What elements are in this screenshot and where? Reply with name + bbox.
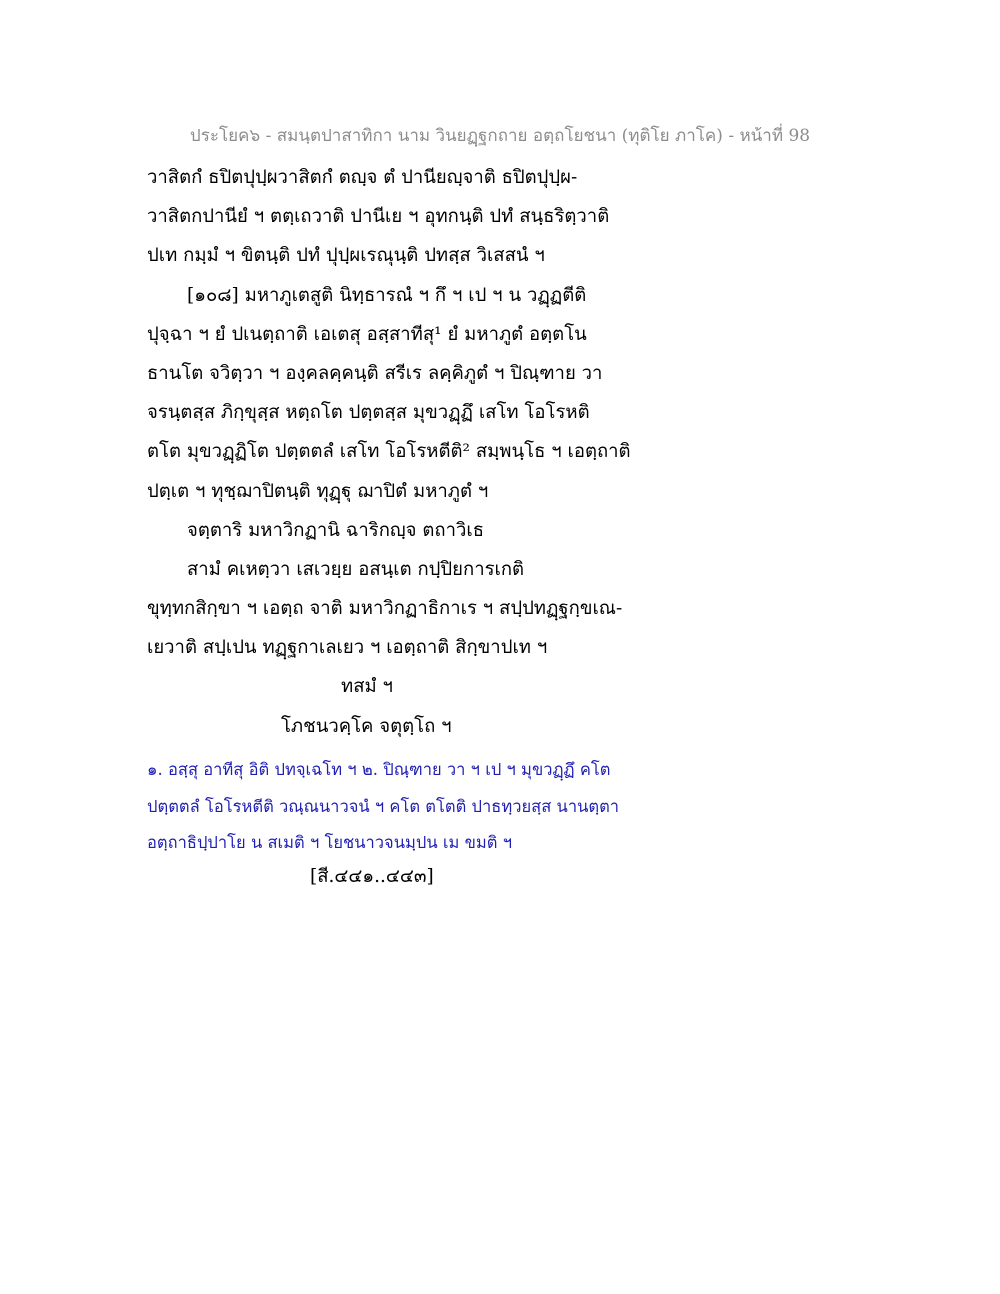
chapter-end-title: โภชนวคฺโค จตุตฺโถ ฯ [281,715,452,737]
text-line: ขุทฺทกสิกฺขา ฯ เอตฺถ จาติ มหาวิกฏาธิกาเร ฯ สปฺปทฏฺฐกฺขเณ- [147,598,623,620]
footnotes [147,752,707,862]
verse-line: จตฺตาริ มหาวิกฏานิ ฉาริกญฺจ ตถาวิเธ [187,519,484,541]
source-reference: [สี.๔๔๑..๔๔๓] [310,866,434,887]
text-line: เยวาติ สปฺเปน ทฏฺฐกาเลเยว ฯ เอตฺถาติ สิกฺขาปเท ฯ [147,637,548,659]
text-line: ปตฺเต ฯ ทุชฺฌาปิตนฺติ ทุฏฺฐุ ฌาปิตํ มหาภูตํ ฯ [147,480,489,502]
text-line: ปุจฺฉา ฯ ยํ ปเนตฺถาติ เอเตสุ อสฺสาทีสุ¹ ยํ มหาภูตํ อตฺตโน [147,323,587,345]
text-line: ปเท กมฺมํ ฯ ขิตนฺติ ปทํ ปุปฺผเรณุนฺติ ปทสฺส วิเสสนํ ฯ [147,245,545,267]
text-line: ธานโต จวิตฺวา ฯ องฺคลคฺคนฺติ สรีเร ลคฺคิภูตํ ฯ ปิณฺฑาย วา [147,362,603,384]
footnote-line: ปตฺตตลํ โอโรหตีติ วณฺณนาวจนํ ฯ คโต ตโตติ ปาธทฺวยสฺส นานตฺตา [147,796,620,816]
text-line: วาสิตกํ ธปิตปุปฺผวาสิตกํ ตญฺจ ตํ ปานียญฺจาติ ธปิตปุปฺผ- [147,167,578,188]
text-line: ตโต มุขวฏฺฏิโต ปตฺตตลํ เสโท โอโรหตีติ² สมฺพนฺโธ ฯ เอตฺถาติ [147,441,631,463]
footnote-line: อตฺถาธิปฺปาโย น สเมติ ฯ โยชนาวจนมฺปน เม ขมติ ฯ [147,833,513,852]
text-line: วาสิตกปานียํ ฯ ตตฺเถวาติ ปานีเย ฯ อุทกนฺติ ปทํ สนฺธริตฺวาติ [147,206,610,228]
paragraph-start-108: [๑๐๘] มหาภูเตสูติ นิทฺธารณํ ฯ กึ ฯ เป ฯ น วฏฺฏตีติ [187,284,587,306]
section-end-title: ทสมํ ฯ [341,676,393,698]
main-text [147,158,707,746]
text-line: จรนฺตสฺส ภิกฺขุสฺส หตฺถโต ปตฺตสฺส มุขวฏฺฏึ เสโท โอโรหติ [147,402,590,424]
footnote-line: ๑. อสฺสุ อาทีสุ อิติ ปทจฺเฉโท ฯ ๒. ปิณฺฑาย วา ฯ เป ฯ มุขวฏฺฏึ คโต [147,760,611,779]
page-header: ประโยค๖ - สมนฺตปาสาทิกา นาม วินยฏฺฐกถาย อตฺถโยชนา (ทุติโย ภาโค) - หน้าที่ 98 [189,126,811,146]
verse-line: สามํ คเหตฺวา เสเวยฺย อสนฺเต กปฺปิยการเกติ [187,558,525,580]
